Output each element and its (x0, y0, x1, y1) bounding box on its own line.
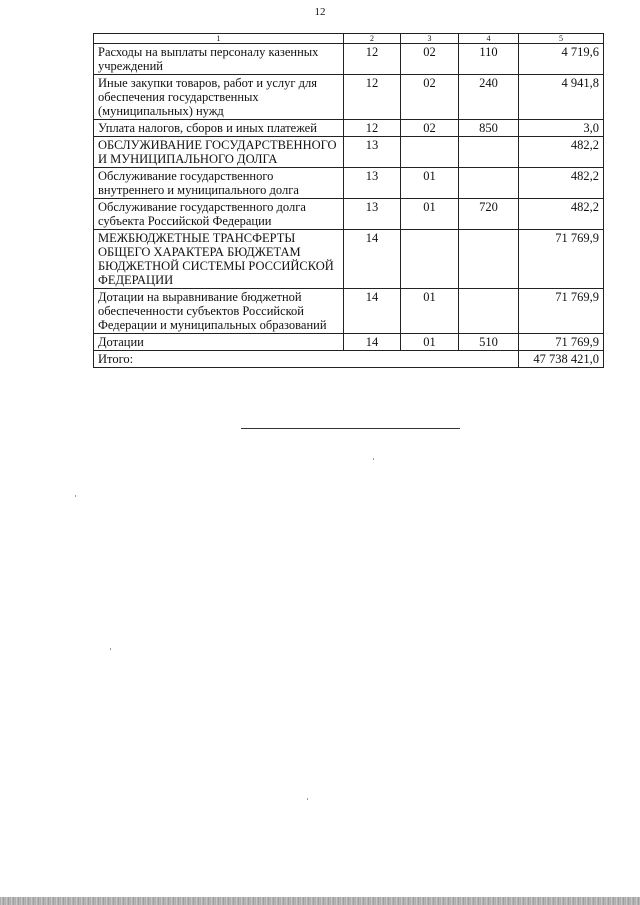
row-subsection-code: 02 (401, 120, 459, 137)
scan-speck (373, 458, 374, 460)
scan-edge (0, 897, 640, 905)
column-number: 3 (401, 34, 459, 44)
row-subsection-code (401, 137, 459, 168)
row-name: Расходы на выплаты персоналу казенных учреждений (94, 44, 344, 75)
row-name: Обслуживание государственного долга субъекта Российской Федерации (94, 199, 344, 230)
row-section-code: 14 (344, 334, 401, 351)
row-subsection-code: 01 (401, 334, 459, 351)
row-amount: 71 769,9 (519, 334, 604, 351)
row-subsection-code (401, 230, 459, 289)
row-name: ОБСЛУЖИВАНИЕ ГОСУДАРСТВЕННОГО И МУНИЦИПАЛЬНОГО ДОЛГА (94, 137, 344, 168)
column-number: 1 (94, 34, 344, 44)
row-amount: 482,2 (519, 137, 604, 168)
row-section-code: 13 (344, 199, 401, 230)
row-expense-type-code (459, 230, 519, 289)
row-section-code: 13 (344, 168, 401, 199)
row-name: МЕЖБЮДЖЕТНЫЕ ТРАНСФЕРТЫ ОБЩЕГО ХАРАКТЕРА БЮДЖЕТАМ БЮДЖЕТНОЙ СИСТЕМЫ РОССИЙСКОЙ ФЕДЕРАЦИИ (94, 230, 344, 289)
row-amount: 71 769,9 (519, 289, 604, 334)
row-amount: 482,2 (519, 199, 604, 230)
row-amount: 4 941,8 (519, 75, 604, 120)
row-section-code: 12 (344, 120, 401, 137)
row-subsection-code: 01 (401, 199, 459, 230)
row-subsection-code: 02 (401, 75, 459, 120)
row-subsection-code: 01 (401, 289, 459, 334)
row-expense-type-code (459, 168, 519, 199)
scan-speck (307, 798, 308, 800)
total-spacer (459, 351, 519, 368)
row-section-code: 13 (344, 137, 401, 168)
row-section-code: 14 (344, 289, 401, 334)
total-spacer (401, 351, 459, 368)
row-subsection-code: 01 (401, 168, 459, 199)
table-row (94, 230, 604, 289)
row-expense-type-code: 240 (459, 75, 519, 120)
total-amount: 47 738 421,0 (519, 351, 604, 368)
table-row (94, 120, 604, 137)
table-row (94, 75, 604, 120)
row-section-code: 12 (344, 75, 401, 120)
row-name: Дотации на выравнивание бюджетной обеспеченности субъектов Российской Федерации и муниципальных образований (94, 289, 344, 334)
table-row (94, 289, 604, 334)
total-label: Итого: (94, 351, 344, 368)
row-amount: 482,2 (519, 168, 604, 199)
row-amount: 71 769,9 (519, 230, 604, 289)
table-row (94, 199, 604, 230)
total-row (94, 351, 604, 368)
scan-speck (110, 648, 111, 650)
closing-rule (241, 428, 460, 429)
column-number: 2 (344, 34, 401, 44)
page-number: 12 (314, 6, 326, 18)
row-expense-type-code: 720 (459, 199, 519, 230)
row-section-code: 12 (344, 44, 401, 75)
row-name: Дотации (94, 334, 344, 351)
scan-speck (75, 495, 76, 497)
table-row (94, 334, 604, 351)
column-number: 4 (459, 34, 519, 44)
table-row (94, 137, 604, 168)
budget-table (93, 33, 604, 368)
row-expense-type-code: 850 (459, 120, 519, 137)
row-expense-type-code: 110 (459, 44, 519, 75)
row-amount: 4 719,6 (519, 44, 604, 75)
row-expense-type-code: 510 (459, 334, 519, 351)
row-expense-type-code (459, 289, 519, 334)
table-row (94, 44, 604, 75)
row-subsection-code: 02 (401, 44, 459, 75)
row-amount: 3,0 (519, 120, 604, 137)
row-name: Обслуживание государственного внутреннего и муниципального долга (94, 168, 344, 199)
row-name: Иные закупки товаров, работ и услуг для обеспечения государственных (муниципальных) нужд (94, 75, 344, 120)
row-expense-type-code (459, 137, 519, 168)
column-number-row (94, 34, 604, 44)
table-row (94, 168, 604, 199)
column-number: 5 (519, 34, 604, 44)
row-name: Уплата налогов, сборов и иных платежей (94, 120, 344, 137)
total-spacer (344, 351, 401, 368)
row-section-code: 14 (344, 230, 401, 289)
